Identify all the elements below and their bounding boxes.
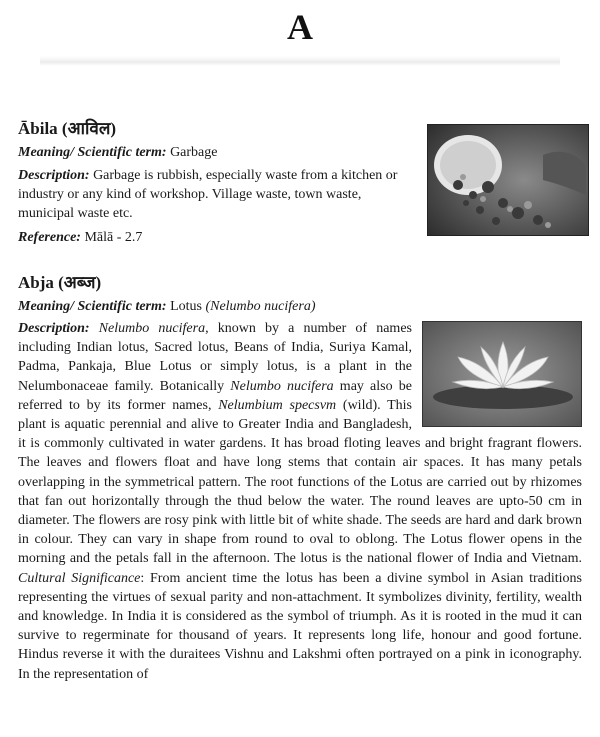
description <box>18 166 418 224</box>
desc-italic-3: Nelumbium specsvm <box>218 397 337 413</box>
meaning-label: Meaning/ Scientific term: <box>18 299 167 314</box>
section-letter: A <box>287 7 313 47</box>
lotus-photo <box>422 321 582 427</box>
desc-text-1: , known by a number of names including Indian lotus, Sacred lotus, Beans of India, Suriya Kamal, Padma, Pankaja, Blue Lotus or simply lotus, is a plant in the Nelumbonaceae family. Botanically <box>18 321 412 394</box>
meaning-line <box>18 297 582 316</box>
desc-text-2: may also be referred to by its former names, <box>18 378 412 413</box>
entry-abja <box>18 272 582 684</box>
header-divider <box>40 56 560 66</box>
description <box>18 319 582 684</box>
desc-italic-1: Nelumbo nucifera <box>98 321 206 336</box>
desc-italic-2: Nelumbo nucifera <box>230 378 334 394</box>
desc-text-4: : From ancient time the lotus has been a divine symbol in Asian traditions representing the virtues of sexual parity and non-attachment. It symbolizes divinity, fertility, wealth and knowledge. In India it is considered as the symbol of triumph. As it is rooted in the mud it can survive to regerminate for thousand of years. It represents long life, honour and good fortune. Hindus reverse it with the duraitees Vishnu and Lakshmi often portrayed on a pink in iconography. In the representation of <box>18 570 582 682</box>
meaning-value: Garbage <box>170 145 218 160</box>
entry-title: Ābila (आविल) <box>18 119 117 138</box>
entry-title: Abja (अब्ज) <box>18 273 102 292</box>
garbage-photo <box>427 124 589 236</box>
meaning-line <box>18 143 418 162</box>
reference-value: Mālā - 2.7 <box>84 229 143 245</box>
desc-italic-4: Cultural Significance <box>18 570 141 586</box>
reference-label: Reference: <box>18 229 81 245</box>
description-text: Garbage is rubbish, especially waste from a kitchen or industry or any kind of workshop. Village waste, town waste, municipal waste etc. <box>18 168 398 222</box>
meaning-scientific: (Nelumbo nucifera) <box>205 299 316 314</box>
reference-line <box>18 228 418 247</box>
meaning-label: Meaning/ Scientific term: <box>18 145 167 160</box>
description-label: Description: <box>18 321 90 336</box>
meaning-value: Lotus <box>170 299 202 314</box>
description-label: Description: <box>18 168 90 183</box>
desc-text-3: (wild). This plant is aquatic perennial and alive to Greater India and Bangladesh, it is commonly cultivated in water gardens. It has broad floting leaves and bright fragrant flowers. The leaves and flowers float and have long stems that contain air spaces. It has many petals overlapping in the symmetrical pattern. The root functions of the Lotus are carried out by rhizomes that fan out horizontally through the thud below the water. The round leaves are upto-50 cm in diameter. The flowers are rosy pink with little bit of white shade. The seeds are hard and dark brown in colour. They can vary in shape from round to oval to oblong. The Lotus flower opens in the morning and the petals fall in the afternoon. The lotus is the national flower of India and Vietnam. <box>18 397 582 567</box>
